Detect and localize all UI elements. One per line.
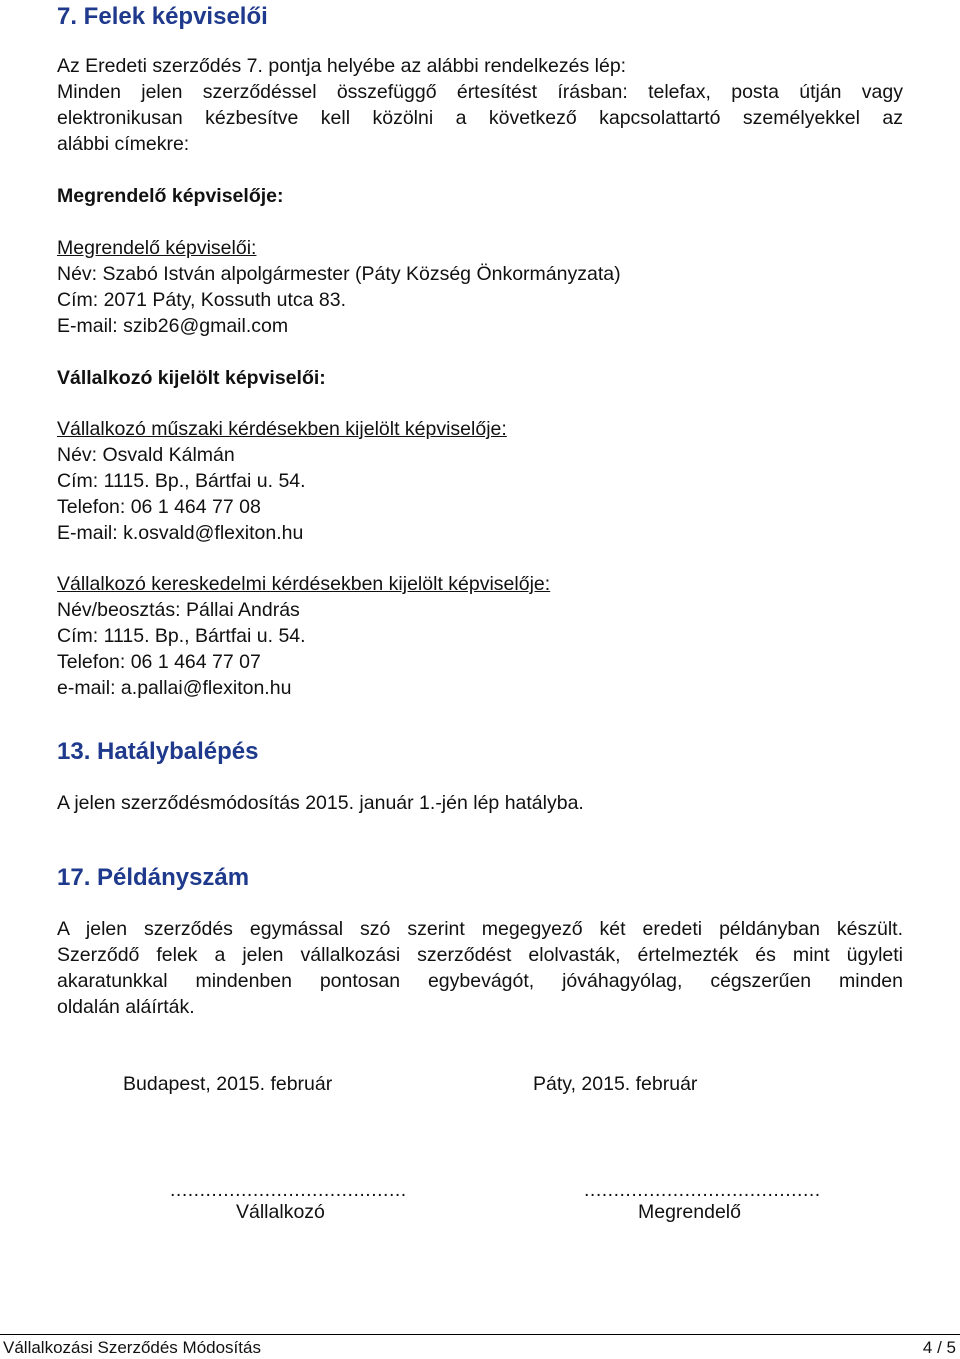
section-17-line-1: A jelen szerződés egymással szó szerint megegyező két eredeti példányban készült. <box>57 918 903 940</box>
footer-divider <box>0 1334 960 1335</box>
signature-right-role: Megrendelő <box>638 1201 741 1223</box>
customer-name: Név: Szabó István alpolgármester (Páty Község Önkormányzata) <box>57 263 621 285</box>
section-17-heading: 17. Példányszám <box>57 864 250 891</box>
footer-title: Vállalkozási Szerződés Módosítás <box>3 1338 261 1357</box>
technical-rep-name: Név: Osvald Kálmán <box>57 444 235 466</box>
customer-rep-heading: Megrendelő képviselője: <box>57 185 284 207</box>
section-7-heading: 7. Felek képviselői <box>57 3 268 30</box>
signature-right-line: ........................................ <box>584 1179 821 1201</box>
commercial-rep-title: Vállalkozó kereskedelmi kérdésekben kijelölt képviselője: <box>57 573 551 595</box>
commercial-rep-address: Cím: 1115. Bp., Bártfai u. 54. <box>57 625 306 647</box>
intro-line-2: Minden jelen szerződéssel összefüggő értesítést írásban: telefax, posta útján vagy <box>57 81 903 103</box>
commercial-rep-name: Név/beosztás: Pállai András <box>57 599 300 621</box>
section-13-text: A jelen szerződésmódosítás 2015. január 1.-jén lép hatályba. <box>57 792 584 814</box>
signature-right-place-date: Páty, 2015. február <box>533 1073 698 1095</box>
technical-rep-title: Vállalkozó műszaki kérdésekben kijelölt képviselője: <box>57 418 507 440</box>
signature-left-place-date: Budapest, 2015. február <box>123 1073 333 1095</box>
footer-page-number: 4 / 5 <box>922 1338 956 1357</box>
section-13-heading: 13. Hatálybalépés <box>57 738 259 765</box>
technical-rep-phone: Telefon: 06 1 464 77 08 <box>57 496 261 518</box>
section-17-line-2: Szerződő felek a jelen vállalkozási szerződést elolvasták, értelmezték és mint ügyleti <box>57 944 903 966</box>
section-17-line-4: oldalán aláírták. <box>57 996 195 1018</box>
technical-rep-email: E-mail: k.osvald@flexiton.hu <box>57 522 304 544</box>
signature-left-role: Vállalkozó <box>236 1201 325 1223</box>
customer-address: Cím: 2071 Páty, Kossuth utca 83. <box>57 289 347 311</box>
intro-line-1: Az Eredeti szerződés 7. pontja helyébe az alábbi rendelkezés lép: <box>57 55 627 77</box>
signature-left-line: ........................................ <box>170 1179 407 1201</box>
customer-email: E-mail: szib26@gmail.com <box>57 315 289 337</box>
intro-line-3: elektronikusan kézbesítve kell közölni a következő kapcsolattartó személyekkel az <box>57 107 903 129</box>
intro-line-4: alábbi címekre: <box>57 133 190 155</box>
commercial-rep-phone: Telefon: 06 1 464 77 07 <box>57 651 261 673</box>
technical-rep-address: Cím: 1115. Bp., Bártfai u. 54. <box>57 470 306 492</box>
section-17-line-3: akaratunkkal mindenben pontosan egybevágót, jóváhagyólag, cégszerűen minden <box>57 970 903 992</box>
contractor-reps-heading: Vállalkozó kijelölt képviselői: <box>57 367 326 389</box>
commercial-rep-email: e-mail: a.pallai@flexiton.hu <box>57 677 292 699</box>
customer-reps-title: Megrendelő képviselői: <box>57 237 257 259</box>
